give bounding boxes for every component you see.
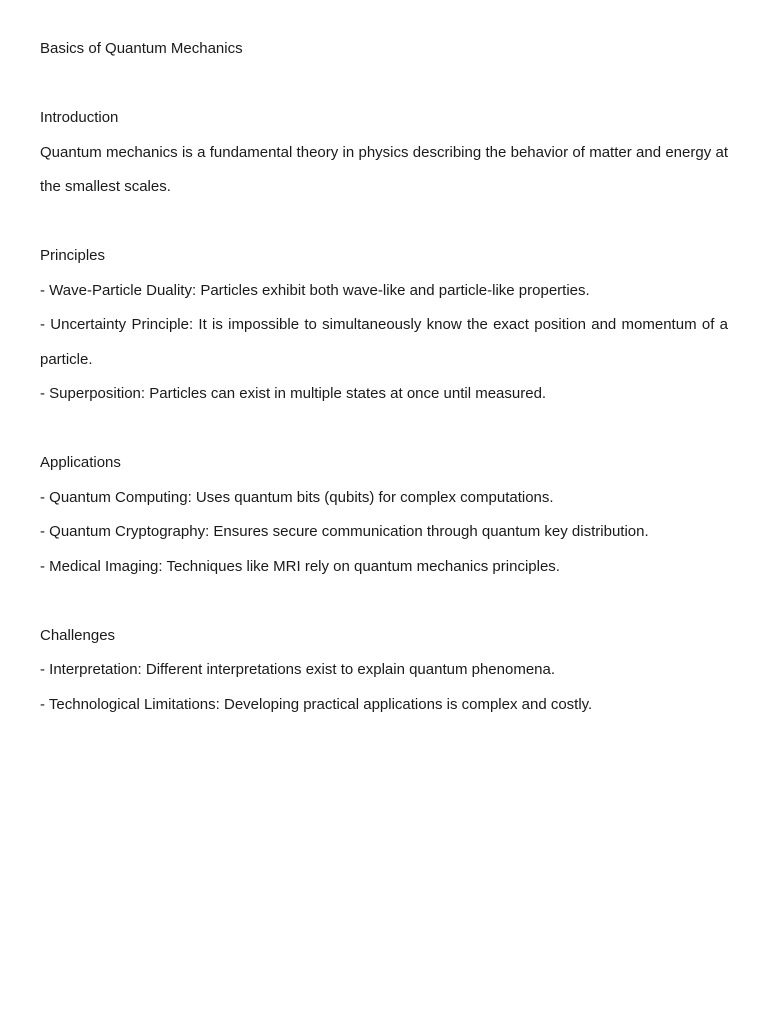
section-heading-challenges: Challenges — [40, 626, 116, 644]
document-title: Basics of Quantum Mechanics — [40, 40, 243, 57]
spacer — [40, 67, 728, 102]
list-item: - Quantum Cryptography: Ensures secure communication through quantum key distribution. — [40, 523, 649, 540]
list-item: - Superposition: Particles can exist in multiple states at once until measured. — [40, 385, 547, 402]
section-heading-applications: Applications — [40, 454, 121, 471]
list-item: - Uncertainty Principle: It is impossible to simultaneously know the exact position and momentum of a particle. — [40, 316, 728, 368]
spacer — [40, 412, 728, 447]
list-item: - Medical Imaging: Techniques like MRI rely on quantum mechanics principles. — [40, 557, 560, 575]
list-item: - Interpretation: Different interpretations exist to explain quantum phenomena. — [40, 661, 556, 678]
introduction-paragraph: Quantum mechanics is a fundamental theory in physics describing the behavior of matter and energy at the smallest scales. — [40, 143, 728, 195]
list-item: - Quantum Computing: Uses quantum bits (qubits) for complex computations. — [40, 488, 554, 506]
section-heading-introduction: Introduction — [40, 109, 119, 126]
spacer — [40, 584, 728, 619]
list-item: - Technological Limitations: Developing practical applications is complex and costly. — [40, 695, 593, 713]
spacer — [40, 205, 728, 240]
list-item: - Wave-Particle Duality: Particles exhibit both wave-like and particle-like properties. — [40, 281, 590, 299]
document-page — [40, 32, 728, 722]
section-heading-principles: Principles — [40, 247, 106, 264]
